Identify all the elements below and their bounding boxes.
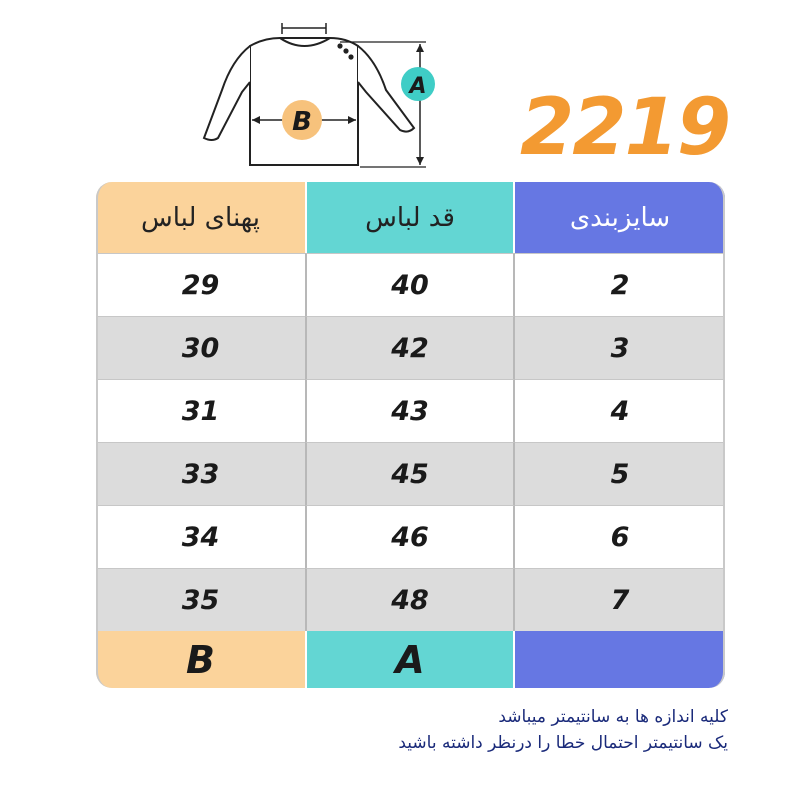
cell-size: 6 bbox=[515, 505, 725, 568]
footer-length-label: A bbox=[305, 631, 515, 688]
footer-width-label: B bbox=[96, 631, 305, 688]
note-line: کلیه اندازه ها به سانتیمتر میباشد bbox=[498, 707, 728, 727]
cell-size: 7 bbox=[515, 568, 725, 631]
table-row bbox=[96, 505, 725, 568]
notes bbox=[128, 704, 728, 756]
cell-width: 34 bbox=[96, 505, 305, 568]
table-header-row bbox=[96, 182, 725, 253]
cell-length: 46 bbox=[305, 505, 515, 568]
header-width: پهنای لباس bbox=[96, 182, 305, 253]
cell-width: 31 bbox=[96, 379, 305, 442]
header-length: قد لباس bbox=[305, 182, 515, 253]
cell-width: 29 bbox=[96, 253, 305, 316]
cell-length: 45 bbox=[305, 442, 515, 505]
cell-size: 5 bbox=[515, 442, 725, 505]
footer-size-label bbox=[515, 631, 725, 688]
cell-length: 48 bbox=[305, 568, 515, 631]
cell-length: 43 bbox=[305, 379, 515, 442]
cell-width: 33 bbox=[96, 442, 305, 505]
table-row bbox=[96, 316, 725, 379]
cell-size: 3 bbox=[515, 316, 725, 379]
cell-length: 40 bbox=[305, 253, 515, 316]
product-code: 2219 bbox=[520, 83, 730, 173]
table-row bbox=[96, 568, 725, 631]
garment-diagram bbox=[180, 20, 440, 180]
table-row bbox=[96, 379, 725, 442]
shirt-outline-icon bbox=[180, 20, 440, 180]
cell-width: 35 bbox=[96, 568, 305, 631]
table-footer-row bbox=[96, 631, 725, 688]
label-b: B bbox=[292, 107, 312, 137]
cell-width: 30 bbox=[96, 316, 305, 379]
table-row bbox=[96, 253, 725, 316]
cell-size: 4 bbox=[515, 379, 725, 442]
table-row bbox=[96, 442, 725, 505]
cell-length: 42 bbox=[305, 316, 515, 379]
note-line: یک سانتیمتر احتمال خطا را درنظر داشته باشید bbox=[398, 733, 728, 753]
label-a: A bbox=[409, 74, 427, 99]
size-chart-table bbox=[96, 182, 725, 688]
header-size: سایزبندی bbox=[515, 182, 725, 253]
cell-size: 2 bbox=[515, 253, 725, 316]
